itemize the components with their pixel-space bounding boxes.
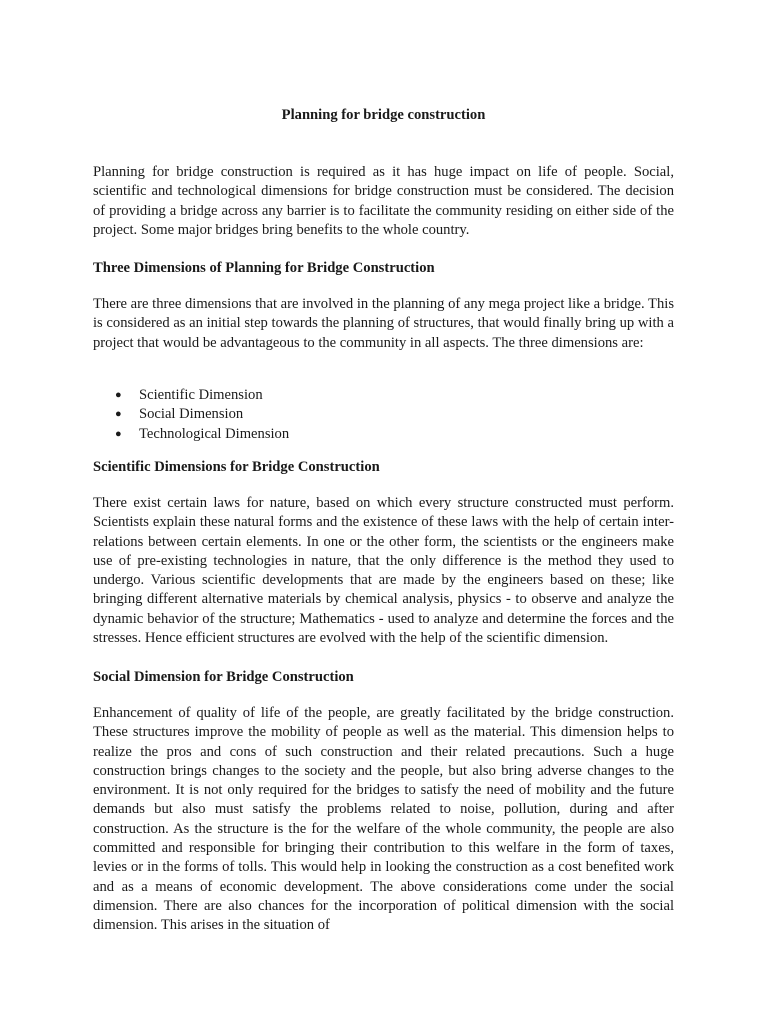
section-heading-social: Social Dimension for Bridge Construction <box>93 669 354 685</box>
list-item <box>93 386 674 405</box>
list-item-label: Technological Dimension <box>139 425 290 442</box>
section-heading-scientific: Scientific Dimensions for Bridge Construction <box>93 459 380 475</box>
dimensions-list <box>93 386 674 444</box>
social-paragraph: Enhancement of quality of life of the people, are greatly facilitated by the bridge construction. These structures improve the mobility of people as well as the material. This dimension helps to realize the pros and cons of such construction and their related precautions. Such a huge construction brings changes to the society and the people, but also bring adverse changes to the environment. It is not only required for the bridges to satisfy the need of mobility and the future demands but also must satisfy the problems related to noise, pollution, during and after construction. As the structure is the for the welfare of the whole community, the people are also committed and responsible for bringing their contribution to this welfare in the form of taxes, levies or in the forms of tolls. This would help in looking the construction as a cost benefited work and as a means of economic development. The above considerations come under the social dimension. There are also chances for the incorporation of political dimension with the social dimension. This arises in the situation of <box>93 705 674 934</box>
list-item <box>93 405 674 424</box>
list-item <box>93 425 674 444</box>
bullet-icon: ● <box>115 427 122 440</box>
bullet-icon: ● <box>115 408 122 421</box>
document-title: Planning for bridge construction <box>281 107 486 123</box>
intro-paragraph: Planning for bridge construction is required as it has huge impact on life of people. Social, scientific and technological dimensions for bridge construction must be considered. The decision of providing a bridge across any barrier is to facilitate the community residing on either side of the project. Some major bridges bring benefits to the whole country. <box>93 164 674 238</box>
scientific-paragraph: There exist certain laws for nature, based on which every structure constructed must perform. Scientists explain these natural forms and the existence of these laws with the help of certain inter-relations between certain elements. In one or the other form, the scientists or the engineers make use of pre-existing technologies in nature, that the only difference is the method they used to undergo. Various scientific developments that are made by the engineers based on these; like bringing different alternative materials by chemical analysis, physics - to observe and analyze the dynamic behavior of the structure; Mathematics - used to analyze and determine the forces and the stresses. Hence efficient structures are evolved with the help of the scientific dimension. <box>93 495 674 647</box>
list-item-label: Social Dimension <box>139 406 244 423</box>
bullet-icon: ● <box>115 389 122 401</box>
section-heading-three-dimensions: Three Dimensions of Planning for Bridge Construction <box>93 260 435 276</box>
three-dimensions-paragraph: There are three dimensions that are involved in the planning of any mega project like a bridge. This is considered as an initial step towards the planning of structures, that would finally bring up with a project that would be advantageous to the community in all aspects. The three dimensions are: <box>93 296 674 351</box>
list-item-label: Scientific Dimension <box>139 387 263 403</box>
